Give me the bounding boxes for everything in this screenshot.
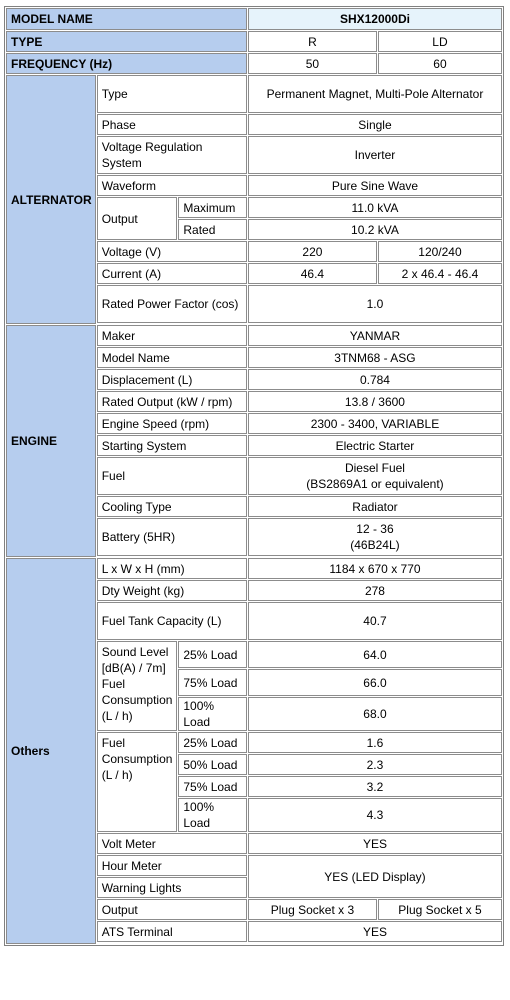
oth-fuel-load: 25% Load xyxy=(178,732,247,753)
others-category: Others xyxy=(6,558,96,944)
oth-output-label: Output xyxy=(97,899,247,920)
alt-phase-label: Phase xyxy=(97,114,247,135)
alt-pf-label: Rated Power Factor (cos) xyxy=(97,285,247,323)
eng-speed-label: Engine Speed (rpm) xyxy=(97,413,247,434)
eng-rated-output-value: 13.8 / 3600 xyxy=(248,391,502,412)
oth-tank-label: Fuel Tank Capacity (L) xyxy=(97,602,247,640)
oth-fuel-value: 4.3 xyxy=(248,798,502,832)
oth-volt-meter-value: YES xyxy=(248,833,502,854)
eng-fuel-label: Fuel xyxy=(97,457,247,495)
eng-starting-label: Starting System xyxy=(97,435,247,456)
eng-model-value: 3TNM68 - ASG xyxy=(248,347,502,368)
oth-fuel-value: 3.2 xyxy=(248,776,502,797)
spec-table xyxy=(4,6,504,946)
oth-sound-load: 100% Load xyxy=(178,697,247,731)
eng-model-label: Model Name xyxy=(97,347,247,368)
type-label: TYPE xyxy=(6,31,247,52)
alt-output-rated-label: Rated xyxy=(178,219,247,240)
oth-output-r: Plug Socket x 3 xyxy=(248,899,377,920)
eng-starting-value: Electric Starter xyxy=(248,435,502,456)
oth-sound-value: 66.0 xyxy=(248,669,502,696)
frequency-row xyxy=(6,53,502,74)
alt-type-label: Type xyxy=(97,75,247,113)
oth-fuel-value: 2.3 xyxy=(248,754,502,775)
oth-hour-meter-label: Hour Meter xyxy=(97,855,247,876)
oth-meter-lights-value: YES (LED Display) xyxy=(248,855,502,898)
type-r: R xyxy=(248,31,377,52)
oth-fuel-load: 100% Load xyxy=(178,798,247,832)
alt-output-max-value: 11.0 kVA xyxy=(248,197,502,218)
oth-weight-label: Dty Weight (kg) xyxy=(97,580,247,601)
eng-fuel-value-1: Diesel Fuel xyxy=(344,461,405,475)
oth-weight-value: 278 xyxy=(248,580,502,601)
eng-battery-value xyxy=(248,518,502,556)
alt-waveform-label: Waveform xyxy=(97,175,247,196)
eng-battery-value-2: (46B24L) xyxy=(350,538,400,552)
oth-sound-label-2: Fuel Consumption (L / h) xyxy=(101,677,173,723)
oth-dims-label: L x W x H (mm) xyxy=(97,558,247,579)
eng-cooling-label: Cooling Type xyxy=(97,496,247,517)
oth-fuel-value: 1.6 xyxy=(248,732,502,753)
eng-maker-row xyxy=(6,325,502,346)
type-row xyxy=(6,31,502,52)
frequency-ld: 60 xyxy=(378,53,502,74)
oth-fuel-load: 50% Load xyxy=(178,754,247,775)
oth-ats-label: ATS Terminal xyxy=(97,921,247,942)
engine-category: ENGINE xyxy=(6,325,96,557)
oth-fuel-cons-label: Fuel Consumption (L / h) xyxy=(97,732,178,832)
eng-battery-value-1: 12 - 36 xyxy=(356,522,394,536)
alt-voltage-ld: 120/240 xyxy=(378,241,502,262)
oth-tank-value: 40.7 xyxy=(248,602,502,640)
alt-waveform-value: Pure Sine Wave xyxy=(248,175,502,196)
eng-speed-value: 2300 - 3400, VARIABLE xyxy=(248,413,502,434)
alt-type-value: Permanent Magnet, Multi-Pole Alternator xyxy=(248,75,502,113)
type-ld: LD xyxy=(378,31,502,52)
model-name-label: MODEL NAME xyxy=(6,8,247,30)
eng-cooling-value: Radiator xyxy=(248,496,502,517)
alt-type-row xyxy=(6,75,502,113)
eng-maker-label: Maker xyxy=(97,325,247,346)
alt-current-ld: 2 x 46.4 - 46.4 xyxy=(378,263,502,284)
oth-volt-meter-label: Volt Meter xyxy=(97,833,247,854)
oth-sound-value: 68.0 xyxy=(248,697,502,731)
eng-rated-output-label: Rated Output (kW / rpm) xyxy=(97,391,247,412)
oth-warning-lights-label: Warning Lights xyxy=(97,877,247,898)
alt-current-r: 46.4 xyxy=(248,263,377,284)
frequency-r: 50 xyxy=(248,53,377,74)
oth-sound-value: 64.0 xyxy=(248,641,502,668)
oth-sound-label xyxy=(97,641,178,731)
oth-dims-value: 1184 x 670 x 770 xyxy=(248,558,502,579)
alt-phase-value: Single xyxy=(248,114,502,135)
oth-output-ld: Plug Socket x 5 xyxy=(378,899,502,920)
oth-fuel-load: 75% Load xyxy=(178,776,247,797)
eng-displacement-value: 0.784 xyxy=(248,369,502,390)
eng-fuel-value-2: (BS2869A1 or equivalent) xyxy=(306,477,444,491)
oth-sound-load: 25% Load xyxy=(178,641,247,668)
alt-current-label: Current (A) xyxy=(97,263,247,284)
eng-maker-value: YANMAR xyxy=(248,325,502,346)
alt-pf-value: 1.0 xyxy=(248,285,502,323)
alt-voltage-r: 220 xyxy=(248,241,377,262)
oth-sound-load: 75% Load xyxy=(178,669,247,696)
alt-output-max-label: Maximum xyxy=(178,197,247,218)
eng-battery-label: Battery (5HR) xyxy=(97,518,247,556)
alt-regulation-label: Voltage Regulation System xyxy=(97,136,247,174)
oth-ats-value: YES xyxy=(248,921,502,942)
model-name-value: SHX12000Di xyxy=(248,8,502,30)
oth-sound-label-1: Sound Level [dB(A) / 7m] xyxy=(101,645,169,675)
alternator-category: ALTERNATOR xyxy=(6,75,96,324)
eng-displacement-label: Displacement (L) xyxy=(97,369,247,390)
alt-output-label: Output xyxy=(97,197,178,240)
oth-dims-row xyxy=(6,558,502,579)
model-name-row xyxy=(6,8,502,30)
alt-output-rated-value: 10.2 kVA xyxy=(248,219,502,240)
frequency-label: FREQUENCY (Hz) xyxy=(6,53,247,74)
alt-voltage-label: Voltage (V) xyxy=(97,241,247,262)
alt-regulation-value: Inverter xyxy=(248,136,502,174)
eng-fuel-value xyxy=(248,457,502,495)
